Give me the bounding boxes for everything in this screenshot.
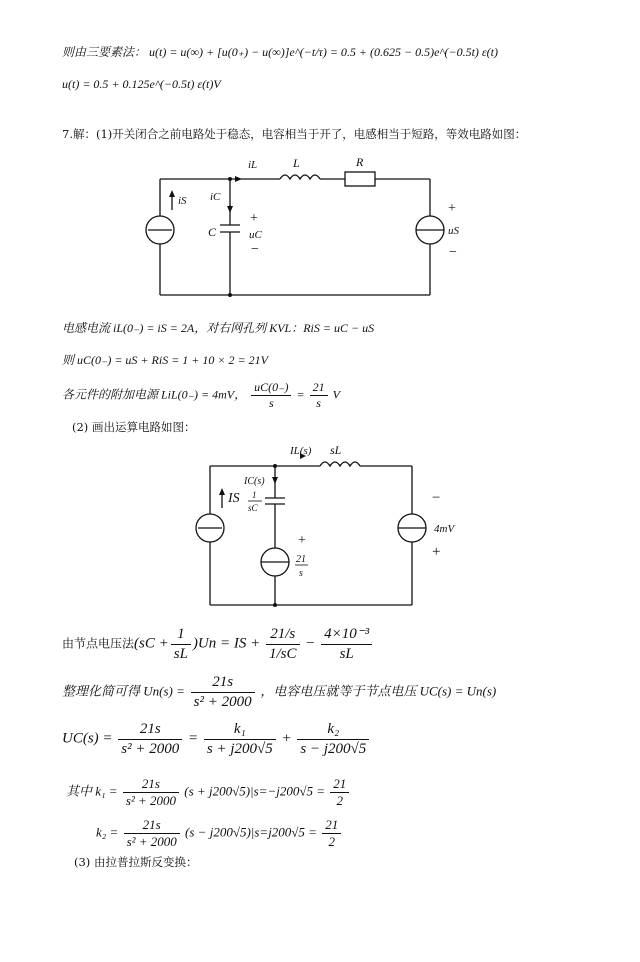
label-iL: iL xyxy=(248,159,258,171)
k2-rnum: 21 xyxy=(322,817,341,834)
circuit-diagram-1 xyxy=(130,150,470,305)
uc-f3-den: s − j200√5 xyxy=(300,740,367,757)
label-C: C xyxy=(208,225,217,239)
sources-frac-den: s xyxy=(268,396,274,410)
three-factor-equation: 则由三要素法： u(t) = u(∞) + [u(0₊) − u(∞)]e^(−t/τ) = 0.5 + (0.625 − 0.5)e^(−0.5t) ε(t) xyxy=(62,45,498,59)
sources-eq: = xyxy=(296,387,305,402)
label-plus-c: + xyxy=(250,211,258,226)
label-IS: IS xyxy=(228,491,240,506)
label-src-den: s xyxy=(299,568,303,579)
uc-f2-den: s + j200√5 xyxy=(206,740,273,757)
uc-initial-line: 则 uC(0₋) = uS + RiS = 1 + 10 × 2 = 21V xyxy=(62,353,268,367)
question-7-intro: 7.解：(1)开关闭合之前电路处于稳态，电容相当于开了，电感相当于短路，等效电路如图： xyxy=(62,127,527,141)
label-IC: IC(s) xyxy=(244,476,265,487)
k1-mid: (s + j200√5)|s=−j200√5 = xyxy=(184,783,325,799)
inductor-current-line: 电感电流 iL(0₋) = iS = 2A，对右网孔列 KVL：RiS = uC − uS xyxy=(62,321,375,335)
node-eq-left: (sC + xyxy=(134,635,169,652)
k2-prefix: k₂ = xyxy=(96,824,119,840)
label-4mV: 4mV xyxy=(434,523,455,535)
label-iS: iS xyxy=(178,195,187,207)
part-2-heading: (2) 画出运算电路如图： xyxy=(72,420,196,434)
k2-num: 21s xyxy=(124,817,180,834)
node-eq-mid: )Un = IS + xyxy=(192,635,261,652)
simplify-num: 21s xyxy=(191,673,255,693)
label-uS: uS xyxy=(448,225,459,237)
uc-f1-num: 21s xyxy=(118,720,182,740)
node-voltage-equation xyxy=(62,625,374,664)
simplify-den: s² + 2000 xyxy=(193,693,252,710)
k1-rden: 2 xyxy=(336,793,343,809)
label-minus-c: − xyxy=(251,242,259,257)
k2-den: s² + 2000 xyxy=(126,834,177,850)
label-sL: sL xyxy=(330,443,342,457)
k2-mid: (s − j200√5)|s=j200√5 = xyxy=(185,824,317,840)
label-plus-src: + xyxy=(298,533,306,548)
part-3-heading: (3) 由拉普拉斯反变换： xyxy=(74,855,198,869)
k1-equation xyxy=(66,776,351,810)
node-eq-f2-num: 21/s xyxy=(266,625,300,645)
sources-text: 各元件的附加电源 LiL(0₋) = 4mV， xyxy=(62,387,247,402)
label-minus-s: − xyxy=(449,245,457,260)
label-src-num: 21 xyxy=(296,554,306,565)
label-cap-num: 1 xyxy=(252,490,257,500)
node-eq-f1-den: sL xyxy=(173,645,188,662)
ut-result: u(t) = 0.5 + 0.125e^(−0.5t) ε(t)V xyxy=(62,77,221,91)
k1-den: s² + 2000 xyxy=(125,793,177,809)
sources-unit: V xyxy=(332,387,340,402)
label-plus-s: + xyxy=(448,201,456,216)
node-eq-minus: − xyxy=(305,635,316,652)
circuit-diagram-2 xyxy=(180,440,460,615)
sources-frac-num: uC(0₋) xyxy=(251,380,291,396)
uc-f2-num: k₁ xyxy=(204,720,276,740)
label-IL: IL(s) xyxy=(290,445,312,457)
label-R: R xyxy=(356,155,364,169)
node-eq-f3-den: sL xyxy=(339,645,354,662)
simplify-suffix: ，电容电压就等于节点电压 UC(s) = Un(s) xyxy=(260,683,497,699)
simplify-equation xyxy=(62,673,496,712)
k1-prefix: 其中 k₁ = xyxy=(66,783,118,799)
uc-eq: = xyxy=(188,730,199,747)
uc-f1-den: s² + 2000 xyxy=(121,740,180,757)
k1-rnum: 21 xyxy=(330,776,349,793)
label-plus-4mv: + xyxy=(432,544,441,560)
simplify-prefix: 整理化简可得 Un(s) = xyxy=(62,683,185,699)
uc-plus: + xyxy=(281,730,292,747)
k2-equation xyxy=(96,817,343,851)
node-eq-f3-num: 4×10⁻³ xyxy=(321,625,372,645)
sources-frac2-num: 21 xyxy=(310,380,328,396)
additional-sources-line xyxy=(62,380,340,411)
label-L: L xyxy=(293,156,300,170)
k2-rden: 2 xyxy=(328,834,335,850)
label-cap-den: sC xyxy=(248,503,258,513)
label-iC: iC xyxy=(210,191,221,203)
node-eq-f1-num: 1 xyxy=(171,625,191,645)
node-eq-f2-den: 1/sC xyxy=(269,645,297,662)
uc-f3-num: k₂ xyxy=(297,720,369,740)
k1-num: 21s xyxy=(123,776,179,793)
label-uC: uC xyxy=(249,229,262,241)
uc-partial-fraction-equation xyxy=(62,720,371,759)
label-minus-4mv: − xyxy=(432,490,441,506)
sources-frac2-den: s xyxy=(316,396,321,410)
node-eq-prefix: 由节点电压法 xyxy=(62,636,135,651)
uc-lhs: UC(s) = xyxy=(62,730,113,747)
